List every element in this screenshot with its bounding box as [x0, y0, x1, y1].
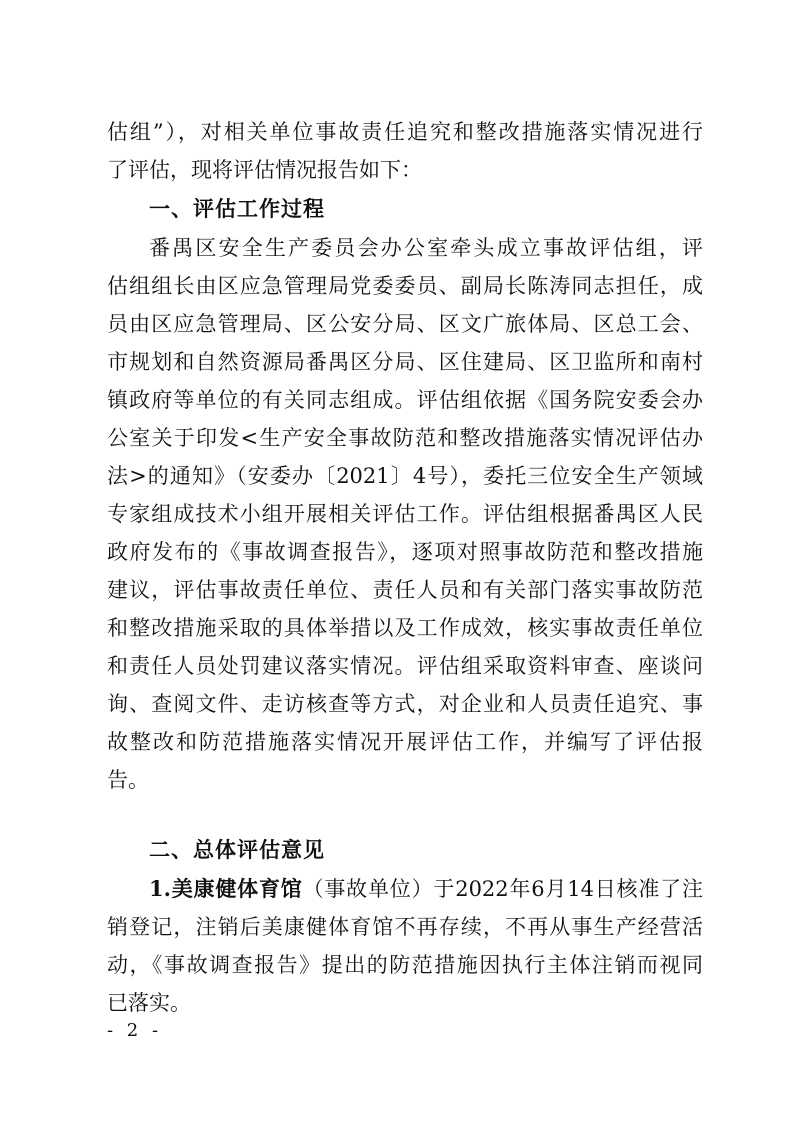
paragraph-line: 和责任人员处罚建议落实情况。评估组采取资料审查、座谈问 [107, 654, 703, 678]
paragraph-line [149, 870, 703, 908]
paragraph-line: 动，《事故调查报告》提出的防范措施因执行主体注销而视同 [107, 953, 703, 977]
section-heading-2: 二、总体评估意见 [149, 838, 325, 862]
paragraph-line: 番禺区安全生产委员会办公室牵头成立事故评估组，评 [149, 236, 703, 260]
paragraph-line: 告。 [107, 768, 149, 792]
paragraph-line: 专家组成技术小组开展相关评估工作。评估组根据番禺区人民 [107, 502, 703, 526]
paragraph-line: 市规划和自然资源局番禺区分局、区住建局、区卫监所和南村 [107, 350, 703, 374]
paragraph-line: 询、查阅文件、走访核查等方式，对企业和人员责任追究、事 [107, 692, 703, 716]
paragraph-line: 和整改措施采取的具体举措以及工作成效，核实事故责任单位 [107, 616, 703, 640]
paragraph-line: 政府发布的《事故调查报告》，逐项对照事故防范和整改措施 [107, 540, 703, 564]
paragraph-line: 了评估，现将评估情况报告如下： [107, 158, 422, 182]
paragraph-line: 估组”），对相关单位事故责任追究和整改措施落实情况进行 [107, 120, 703, 144]
paragraph-line: 镇政府等单位的有关同志组成。评估组依据《国务院安委会办 [107, 388, 703, 412]
paragraph-line: 已落实。 [107, 991, 191, 1015]
paragraph-line: 建议，评估事故责任单位、责任人员和有关部门落实事故防范 [107, 578, 703, 602]
entity-name: 1.美康健体育馆 [149, 876, 303, 901]
section-heading-1: 一、评估工作过程 [149, 197, 325, 221]
paragraph-line: 估组组长由区应急管理局党委委员、副局长陈涛同志担任，成 [107, 274, 703, 298]
paragraph-line: 销登记，注销后美康健体育馆不再存续，不再从事生产经营活 [107, 915, 703, 939]
paragraph-text: （事故单位）于2022年6月14日核准了注 [302, 877, 703, 901]
paragraph-line: 故整改和防范措施落实情况开展评估工作，并编写了评估报 [107, 730, 703, 754]
page-number: - 2 - [107, 1020, 163, 1041]
paragraph-line: 员由区应急管理局、区公安分局、区文广旅体局、区总工会、 [107, 312, 703, 336]
paragraph-line: 公室关于印发<生产安全事故防范和整改措施落实情况评估办 [107, 426, 703, 450]
paragraph-line: 法>的通知》（安委办〔2021〕4号），委托三位安全生产领域 [107, 464, 703, 488]
